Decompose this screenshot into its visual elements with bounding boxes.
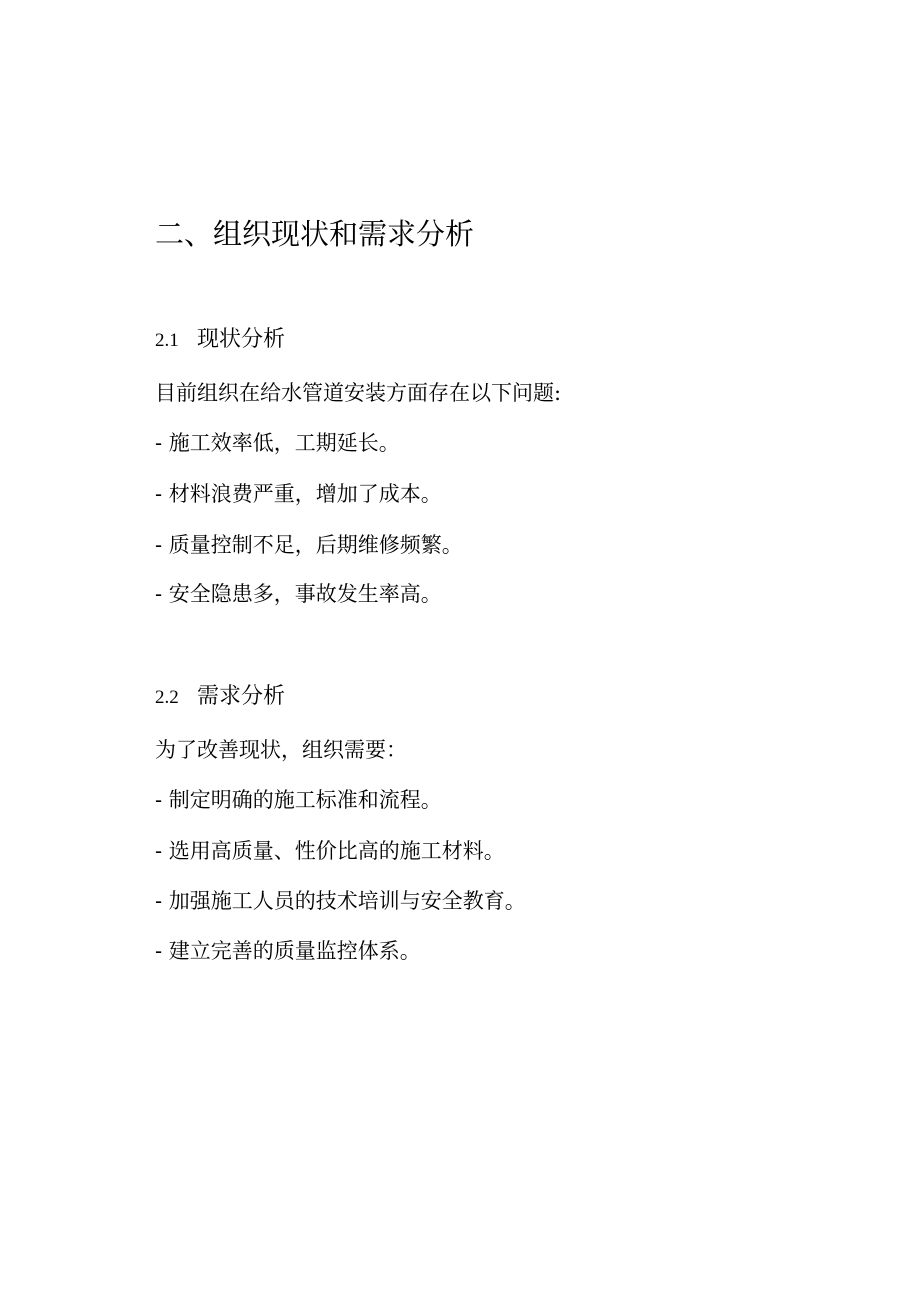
list-item: - 材料浪费严重，增加了成本。 xyxy=(155,482,442,506)
section-title: 二、组织现状和需求分析 xyxy=(155,217,475,251)
list-item: - 质量控制不足，后期维修频繁。 xyxy=(155,533,463,557)
subsection-number: 2.2 xyxy=(155,687,179,708)
paragraph-intro-current: 目前组织在给水管道安装方面存在以下问题: xyxy=(155,381,562,405)
subsection-heading-needs xyxy=(155,681,285,714)
list-item: - 建立完善的质量监控体系。 xyxy=(155,939,421,963)
subsection-number: 2.1 xyxy=(155,330,179,351)
list-item: - 选用高质量、性价比高的施工材料。 xyxy=(155,839,505,863)
subsection-title: 需求分析 xyxy=(197,684,286,709)
list-item: - 加强施工人员的技术培训与安全教育。 xyxy=(155,889,526,913)
list-item: - 施工效率低，工期延长。 xyxy=(155,431,400,455)
subsection-title: 现状分析 xyxy=(197,327,286,352)
list-item: - 制定明确的施工标准和流程。 xyxy=(155,788,442,812)
subsection-heading-current xyxy=(155,324,285,357)
list-item: - 安全隐患多，事故发生率高。 xyxy=(155,582,442,606)
paragraph-intro-needs: 为了改善现状，组织需要： xyxy=(155,738,407,762)
